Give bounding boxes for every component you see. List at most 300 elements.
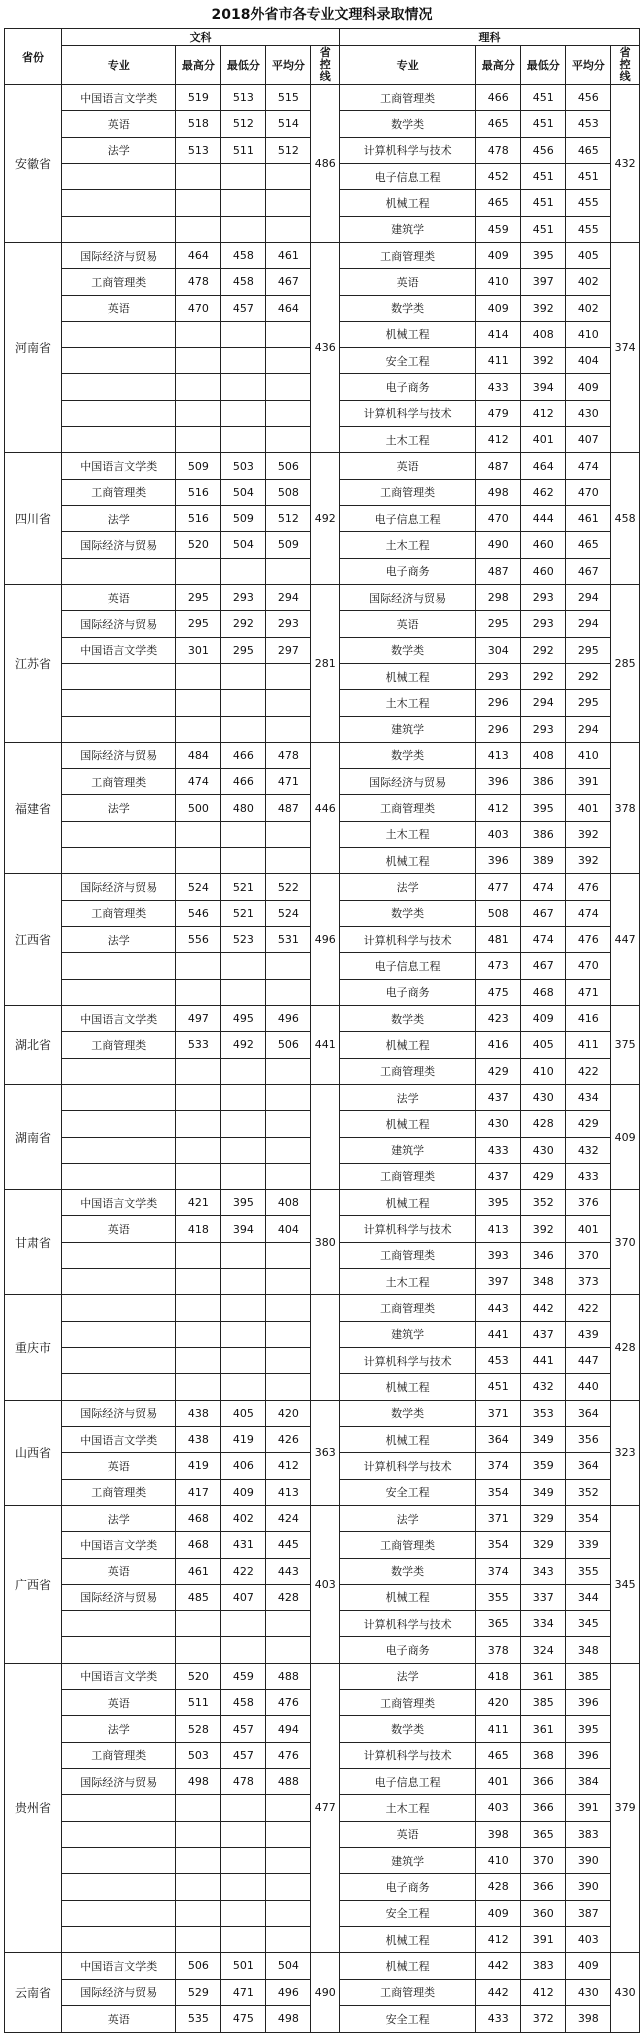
like-score-cell: 361: [521, 1716, 566, 1742]
wenke-control-line: 477: [311, 1663, 340, 1952]
wenke-major-cell: [62, 427, 176, 453]
like-score-cell: 412: [521, 400, 566, 426]
like-score-cell: 433: [476, 374, 521, 400]
like-score-cell: 411: [566, 1032, 611, 1058]
like-score-cell: 451: [566, 163, 611, 189]
wenke-score-cell: 506: [176, 1953, 221, 1979]
like-major-cell: 工商管理类: [340, 1690, 476, 1716]
wenke-score-cell: 521: [221, 900, 266, 926]
header-control-like: [611, 46, 640, 85]
like-score-cell: 428: [521, 1111, 566, 1137]
like-score-cell: 470: [476, 506, 521, 532]
wenke-score-cell: [176, 1084, 221, 1110]
like-score-cell: 466: [476, 85, 521, 111]
like-score-cell: 481: [476, 927, 521, 953]
province-name: 江西省: [5, 874, 62, 1006]
like-score-cell: 498: [476, 479, 521, 505]
like-major-cell: 工商管理类: [340, 1532, 476, 1558]
like-score-cell: 295: [476, 611, 521, 637]
wenke-score-cell: 485: [176, 1584, 221, 1610]
wenke-score-cell: 404: [266, 1216, 311, 1242]
like-major-cell: 安全工程: [340, 2005, 476, 2032]
wenke-score-cell: 461: [176, 1558, 221, 1584]
like-score-cell: 471: [566, 979, 611, 1005]
like-score-cell: 391: [566, 769, 611, 795]
like-major-cell: 数学类: [340, 295, 476, 321]
like-major-cell: 数学类: [340, 111, 476, 137]
like-score-cell: 392: [521, 348, 566, 374]
wenke-score-cell: [176, 821, 221, 847]
wenke-major-cell: [62, 1795, 176, 1821]
wenke-score-cell: [176, 1348, 221, 1374]
wenke-score-cell: 457: [221, 1716, 266, 1742]
like-score-cell: 349: [521, 1426, 566, 1452]
wenke-major-cell: 英语: [62, 1216, 176, 1242]
wenke-score-cell: [176, 1795, 221, 1821]
like-score-cell: 487: [476, 453, 521, 479]
wenke-score-cell: 524: [176, 874, 221, 900]
wenke-score-cell: [266, 1374, 311, 1400]
like-score-cell: 404: [566, 348, 611, 374]
table-row: [5, 1190, 640, 1216]
wenke-major-cell: [62, 190, 176, 216]
wenke-score-cell: 412: [266, 1453, 311, 1479]
like-major-cell: 英语: [340, 611, 476, 637]
like-score-cell: 372: [521, 2005, 566, 2032]
wenke-score-cell: 457: [221, 1742, 266, 1768]
like-score-cell: 364: [566, 1400, 611, 1426]
like-score-cell: 401: [566, 795, 611, 821]
wenke-major-cell: [62, 821, 176, 847]
like-score-cell: 437: [476, 1084, 521, 1110]
like-score-cell: 403: [476, 1795, 521, 1821]
wenke-major-cell: [62, 1874, 176, 1900]
like-score-cell: 295: [566, 690, 611, 716]
like-control-line: 378: [611, 742, 640, 874]
like-score-cell: 452: [476, 163, 521, 189]
like-score-cell: 346: [521, 1242, 566, 1268]
wenke-major-cell: [62, 216, 176, 242]
wenke-score-cell: 488: [266, 1663, 311, 1689]
wenke-score-cell: 395: [221, 1190, 266, 1216]
wenke-major-cell: 法学: [62, 506, 176, 532]
wenke-major-cell: 法学: [62, 1716, 176, 1742]
wenke-score-cell: 394: [221, 1216, 266, 1242]
like-control-line: 375: [611, 1005, 640, 1084]
like-major-cell: 数学类: [340, 742, 476, 768]
like-control-line: 458: [611, 453, 640, 585]
like-score-cell: 459: [476, 216, 521, 242]
wenke-major-cell: [62, 1374, 176, 1400]
like-score-cell: 364: [476, 1426, 521, 1452]
wenke-score-cell: 474: [176, 769, 221, 795]
like-major-cell: 电子信息工程: [340, 163, 476, 189]
wenke-score-cell: [176, 1111, 221, 1137]
like-major-cell: 机械工程: [340, 1374, 476, 1400]
wenke-score-cell: [176, 163, 221, 189]
like-score-cell: 412: [521, 1979, 566, 2005]
wenke-control-line: [311, 1295, 340, 1400]
wenke-score-cell: 520: [176, 532, 221, 558]
like-score-cell: 394: [521, 374, 566, 400]
wenke-score-cell: 494: [266, 1716, 311, 1742]
wenke-score-cell: [176, 1847, 221, 1873]
wenke-major-cell: [62, 1111, 176, 1137]
wenke-major-cell: 中国语言文学类: [62, 1190, 176, 1216]
wenke-major-cell: [62, 348, 176, 374]
like-score-cell: 413: [476, 1216, 521, 1242]
wenke-score-cell: 478: [266, 742, 311, 768]
like-score-cell: 293: [521, 584, 566, 610]
wenke-score-cell: 471: [266, 769, 311, 795]
like-score-cell: 411: [476, 348, 521, 374]
like-major-cell: 数学类: [340, 637, 476, 663]
like-score-cell: 348: [566, 1637, 611, 1663]
wenke-major-cell: 国际经济与贸易: [62, 242, 176, 268]
like-score-cell: 403: [566, 1926, 611, 1952]
like-major-cell: 计算机科学与技术: [340, 1453, 476, 1479]
like-score-cell: 409: [476, 242, 521, 268]
like-score-cell: 451: [476, 1374, 521, 1400]
like-major-cell: 法学: [340, 874, 476, 900]
wenke-score-cell: 478: [176, 269, 221, 295]
like-score-cell: 474: [566, 900, 611, 926]
like-major-cell: 建筑学: [340, 1321, 476, 1347]
wenke-major-cell: 英语: [62, 111, 176, 137]
like-score-cell: 430: [521, 1137, 566, 1163]
like-score-cell: 456: [521, 137, 566, 163]
wenke-major-cell: [62, 1242, 176, 1268]
like-score-cell: 397: [521, 269, 566, 295]
like-major-cell: 机械工程: [340, 321, 476, 347]
like-score-cell: 411: [476, 1716, 521, 1742]
wenke-major-cell: 国际经济与贸易: [62, 1400, 176, 1426]
wenke-score-cell: 421: [176, 1190, 221, 1216]
like-score-cell: 385: [566, 1663, 611, 1689]
wenke-score-cell: [221, 1111, 266, 1137]
wenke-score-cell: [221, 821, 266, 847]
like-score-cell: 390: [566, 1874, 611, 1900]
province-name: 重庆市: [5, 1295, 62, 1400]
wenke-score-cell: 468: [176, 1505, 221, 1531]
like-score-cell: 294: [566, 611, 611, 637]
like-major-cell: 机械工程: [340, 1032, 476, 1058]
like-score-cell: 374: [476, 1453, 521, 1479]
like-score-cell: 476: [566, 874, 611, 900]
wenke-major-cell: [62, 1321, 176, 1347]
wenke-score-cell: [266, 558, 311, 584]
table-row: [5, 742, 640, 768]
like-major-cell: 工商管理类: [340, 1163, 476, 1189]
wenke-major-cell: 英语: [62, 2005, 176, 2032]
wenke-major-cell: 国际经济与贸易: [62, 1584, 176, 1610]
like-score-cell: 395: [521, 795, 566, 821]
wenke-major-cell: 国际经济与贸易: [62, 611, 176, 637]
like-score-cell: 442: [476, 1979, 521, 2005]
like-score-cell: 396: [476, 848, 521, 874]
wenke-score-cell: 476: [266, 1690, 311, 1716]
wenke-score-cell: [221, 400, 266, 426]
wenke-score-cell: [221, 979, 266, 1005]
like-score-cell: 474: [521, 874, 566, 900]
wenke-score-cell: 424: [266, 1505, 311, 1531]
wenke-score-cell: 464: [176, 242, 221, 268]
wenke-score-cell: [266, 1795, 311, 1821]
wenke-score-cell: [176, 1611, 221, 1637]
wenke-major-cell: [62, 848, 176, 874]
like-score-cell: 294: [521, 690, 566, 716]
wenke-score-cell: [221, 1374, 266, 1400]
like-score-cell: 409: [521, 1005, 566, 1031]
wenke-major-cell: [62, 374, 176, 400]
wenke-score-cell: [221, 1269, 266, 1295]
like-score-cell: 451: [521, 85, 566, 111]
like-major-cell: 建筑学: [340, 1137, 476, 1163]
like-score-cell: 451: [521, 216, 566, 242]
wenke-score-cell: 443: [266, 1558, 311, 1584]
header-max-wenke: 最高分: [176, 46, 221, 85]
like-major-cell: 计算机科学与技术: [340, 1611, 476, 1637]
like-score-cell: 396: [566, 1690, 611, 1716]
like-major-cell: 机械工程: [340, 1111, 476, 1137]
like-score-cell: 293: [476, 663, 521, 689]
wenke-score-cell: 419: [176, 1453, 221, 1479]
wenke-major-cell: 国际经济与贸易: [62, 532, 176, 558]
wenke-score-cell: [221, 1137, 266, 1163]
like-major-cell: 计算机科学与技术: [340, 400, 476, 426]
like-major-cell: 机械工程: [340, 190, 476, 216]
wenke-score-cell: [266, 821, 311, 847]
like-score-cell: 392: [521, 1216, 566, 1242]
wenke-score-cell: [176, 1374, 221, 1400]
like-major-cell: 土木工程: [340, 427, 476, 453]
wenke-score-cell: 496: [266, 1979, 311, 2005]
like-major-cell: 法学: [340, 1084, 476, 1110]
like-major-cell: 土木工程: [340, 1795, 476, 1821]
like-score-cell: 475: [476, 979, 521, 1005]
like-score-cell: 405: [521, 1032, 566, 1058]
like-score-cell: 476: [566, 927, 611, 953]
like-score-cell: 470: [566, 479, 611, 505]
wenke-major-cell: [62, 1137, 176, 1163]
wenke-score-cell: [266, 1348, 311, 1374]
wenke-score-cell: 428: [266, 1584, 311, 1610]
province-name: 福建省: [5, 742, 62, 874]
like-major-cell: 安全工程: [340, 1479, 476, 1505]
wenke-score-cell: 512: [266, 506, 311, 532]
wenke-score-cell: [221, 1821, 266, 1847]
wenke-major-cell: [62, 716, 176, 742]
wenke-score-cell: [176, 1321, 221, 1347]
wenke-major-cell: [62, 321, 176, 347]
header-major-wenke: 专业: [62, 46, 176, 85]
header-control-wenke: [311, 46, 340, 85]
like-score-cell: 376: [566, 1190, 611, 1216]
like-score-cell: 370: [521, 1847, 566, 1873]
like-score-cell: 451: [521, 111, 566, 137]
like-score-cell: 467: [521, 953, 566, 979]
like-major-cell: 土木工程: [340, 1269, 476, 1295]
wenke-score-cell: 475: [221, 2005, 266, 2032]
admission-table: [4, 28, 640, 2033]
wenke-score-cell: [176, 427, 221, 453]
wenke-score-cell: 520: [176, 1663, 221, 1689]
wenke-score-cell: [221, 190, 266, 216]
wenke-control-line: 492: [311, 453, 340, 585]
table-row: [5, 1084, 640, 1110]
like-score-cell: 429: [476, 1058, 521, 1084]
like-score-cell: 412: [476, 795, 521, 821]
wenke-score-cell: 459: [221, 1663, 266, 1689]
like-score-cell: 368: [521, 1742, 566, 1768]
header-max-like: 最高分: [476, 46, 521, 85]
like-score-cell: 371: [476, 1505, 521, 1531]
wenke-major-cell: 中国语言文学类: [62, 1005, 176, 1031]
wenke-major-cell: 中国语言文学类: [62, 453, 176, 479]
wenke-score-cell: [266, 1847, 311, 1873]
like-score-cell: 366: [521, 1795, 566, 1821]
like-major-cell: 机械工程: [340, 1426, 476, 1452]
wenke-score-cell: [176, 1874, 221, 1900]
like-major-cell: 计算机科学与技术: [340, 927, 476, 953]
wenke-score-cell: 466: [221, 742, 266, 768]
wenke-score-cell: [221, 1348, 266, 1374]
like-control-line: 432: [611, 85, 640, 243]
wenke-score-cell: 535: [176, 2005, 221, 2032]
wenke-score-cell: [266, 1874, 311, 1900]
like-major-cell: 英语: [340, 453, 476, 479]
wenke-score-cell: [221, 1321, 266, 1347]
wenke-score-cell: [266, 1611, 311, 1637]
wenke-control-line: 446: [311, 742, 340, 874]
like-score-cell: 392: [521, 295, 566, 321]
like-score-cell: 398: [476, 1821, 521, 1847]
wenke-score-cell: 297: [266, 637, 311, 663]
wenke-score-cell: 506: [266, 453, 311, 479]
header-avg-like: 平均分: [566, 46, 611, 85]
like-score-cell: 383: [521, 1953, 566, 1979]
like-score-cell: 294: [566, 716, 611, 742]
table-row: [5, 1400, 640, 1426]
wenke-score-cell: [176, 979, 221, 1005]
wenke-score-cell: [266, 716, 311, 742]
like-major-cell: 建筑学: [340, 716, 476, 742]
wenke-score-cell: 529: [176, 1979, 221, 2005]
like-score-cell: 453: [566, 111, 611, 137]
like-score-cell: 401: [521, 427, 566, 453]
like-score-cell: 465: [476, 1742, 521, 1768]
wenke-score-cell: [221, 216, 266, 242]
like-score-cell: 374: [476, 1558, 521, 1584]
wenke-score-cell: [221, 663, 266, 689]
wenke-score-cell: 422: [221, 1558, 266, 1584]
like-score-cell: 370: [566, 1242, 611, 1268]
wenke-score-cell: 426: [266, 1426, 311, 1452]
like-score-cell: 296: [476, 690, 521, 716]
like-control-line: 430: [611, 1953, 640, 2033]
wenke-control-line: 486: [311, 85, 340, 243]
wenke-score-cell: [221, 374, 266, 400]
wenke-major-cell: 国际经济与贸易: [62, 1979, 176, 2005]
wenke-major-cell: 英语: [62, 295, 176, 321]
wenke-major-cell: [62, 690, 176, 716]
like-score-cell: 442: [476, 1953, 521, 1979]
wenke-score-cell: 519: [176, 85, 221, 111]
wenke-score-cell: 413: [266, 1479, 311, 1505]
like-major-cell: 计算机科学与技术: [340, 1348, 476, 1374]
wenke-score-cell: [266, 1084, 311, 1110]
table-row: [5, 242, 640, 268]
like-score-cell: 395: [521, 242, 566, 268]
like-score-cell: 293: [521, 716, 566, 742]
like-score-cell: 416: [566, 1005, 611, 1031]
like-score-cell: 402: [566, 269, 611, 295]
like-major-cell: 国际经济与贸易: [340, 769, 476, 795]
like-score-cell: 324: [521, 1637, 566, 1663]
wenke-major-cell: 英语: [62, 1690, 176, 1716]
like-major-cell: 机械工程: [340, 848, 476, 874]
like-score-cell: 356: [566, 1426, 611, 1452]
wenke-major-cell: 英语: [62, 1558, 176, 1584]
like-score-cell: 345: [566, 1611, 611, 1637]
wenke-score-cell: 468: [176, 1532, 221, 1558]
wenke-major-cell: 中国语言文学类: [62, 85, 176, 111]
like-major-cell: 数学类: [340, 1400, 476, 1426]
table-row: [5, 1505, 640, 1531]
page-title: 2018外省市各专业文理科录取情况: [211, 7, 433, 23]
like-score-cell: 423: [476, 1005, 521, 1031]
wenke-score-cell: [176, 348, 221, 374]
wenke-score-cell: [266, 216, 311, 242]
wenke-score-cell: 504: [221, 479, 266, 505]
like-major-cell: 工商管理类: [340, 1058, 476, 1084]
wenke-score-cell: 524: [266, 900, 311, 926]
wenke-major-cell: [62, 1084, 176, 1110]
like-score-cell: 352: [566, 1479, 611, 1505]
like-score-cell: 401: [566, 1216, 611, 1242]
wenke-score-cell: [176, 321, 221, 347]
wenke-score-cell: 420: [266, 1400, 311, 1426]
wenke-score-cell: 488: [266, 1769, 311, 1795]
like-score-cell: 365: [521, 1821, 566, 1847]
wenke-score-cell: [176, 690, 221, 716]
wenke-score-cell: 514: [266, 111, 311, 137]
like-score-cell: 398: [566, 2005, 611, 2032]
like-score-cell: 405: [566, 242, 611, 268]
like-score-cell: 389: [521, 848, 566, 874]
like-score-cell: 396: [566, 1742, 611, 1768]
table-row: [5, 874, 640, 900]
like-control-line: 409: [611, 1084, 640, 1189]
wenke-score-cell: [266, 321, 311, 347]
like-score-cell: 474: [521, 927, 566, 953]
like-score-cell: 408: [521, 321, 566, 347]
like-score-cell: 409: [566, 374, 611, 400]
like-score-cell: 329: [521, 1505, 566, 1531]
like-score-cell: 422: [566, 1058, 611, 1084]
header-control-wenke-text: 省控线: [319, 46, 331, 83]
wenke-score-cell: 512: [221, 111, 266, 137]
wenke-major-cell: 法学: [62, 927, 176, 953]
wenke-major-cell: 中国语言文学类: [62, 1532, 176, 1558]
wenke-score-cell: [221, 1926, 266, 1952]
wenke-major-cell: 工商管理类: [62, 269, 176, 295]
like-score-cell: 430: [476, 1111, 521, 1137]
wenke-control-line: 403: [311, 1505, 340, 1663]
like-score-cell: 465: [476, 111, 521, 137]
like-score-cell: 420: [476, 1690, 521, 1716]
like-score-cell: 384: [566, 1769, 611, 1795]
